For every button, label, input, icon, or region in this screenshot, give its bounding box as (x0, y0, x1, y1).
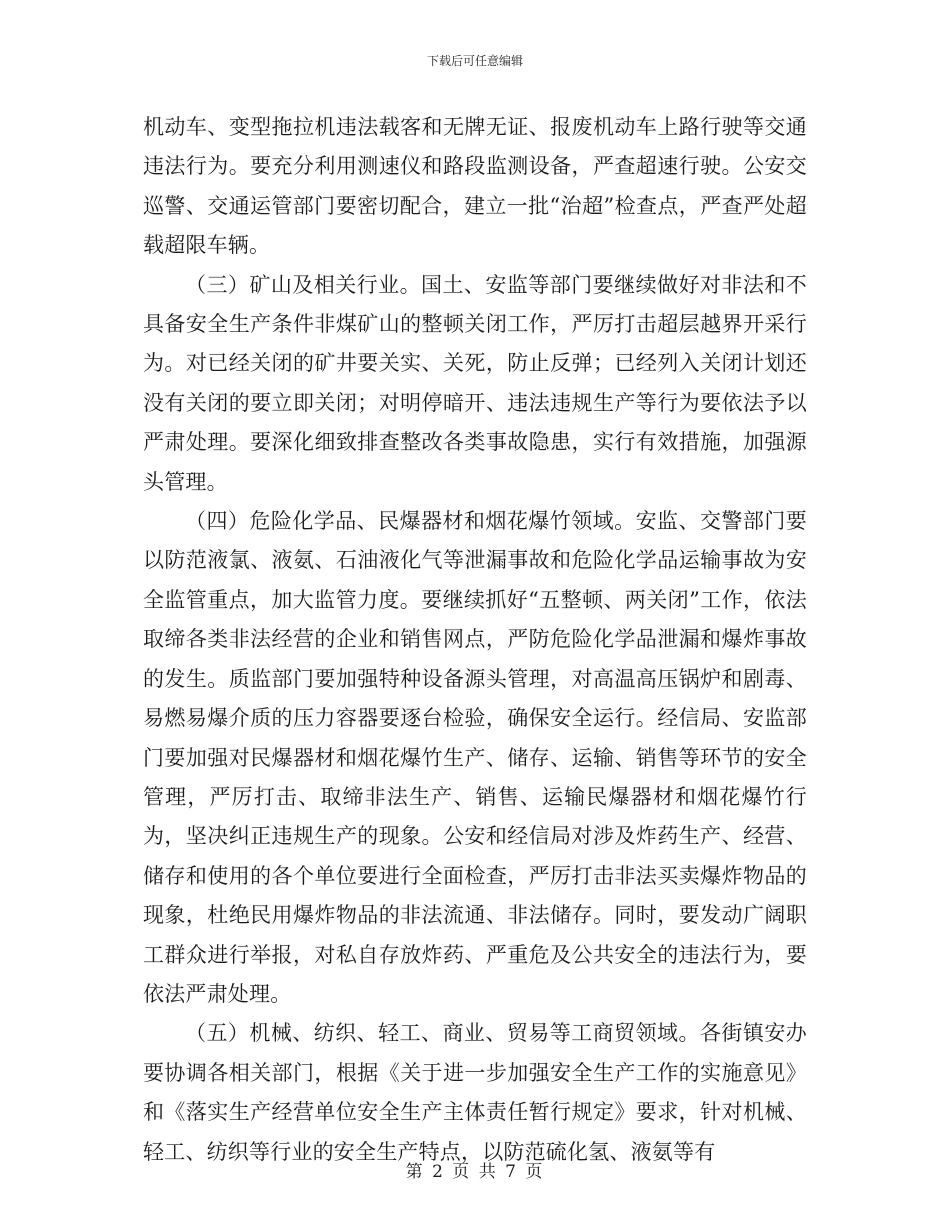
paragraph-mining: （三）矿山及相关行业。国土、安监等部门要继续做好对非法和不具备安全生产条件非煤矿山的整顿关闭工作，严厉打击超层越界开采行为。对已经关闭的矿井要关实、关死，防止反弹；已经列入关闭计划还没有关闭的要立即关闭；对明停暗开、违法违规生产等行为要依法予以严肃处理。要深化细致排查整改各类事故隐患，实行有效措施，加强源头管理。 (143, 272, 807, 494)
paragraph-1: 机动车、变型拖拉机违法载客和无牌无证、报废机动车上路行驶等交通违法行为。要充分利用测速仪和路段监测设备，严查超速行驶。公安交巡警、交通运管部门要密切配合，建立一批“治超”检查点，严查严处超载超限车辆。 (143, 115, 807, 258)
paragraph-industry-trade: （五）机械、纺织、轻工、商业、贸易等工商贸领域。各街镇安办要协调各相关部门，根据《关于进一步加强安全生产工作的实施意见》和《落实生产经营单位安全生产主体责任暂行规定》要求，针对机械、轻工、纺织等行业的安全生产特点，以防范硫化氢、液氨等有 (143, 1021, 807, 1164)
paragraph-hazardous-chemicals: （四）危险化学品、民爆器材和烟花爆竹领域。安监、交警部门要以防范液氯、液氨、石油液化气等泄漏事故和危险化学品运输事故为安全监管重点，加大监管力度。要继续抓好“五整顿、两关闭”工作，依法取缔各类非法经营的企业和销售网点，严防危险化学品泄漏和爆炸事故的发生。质监部门要加强特种设备源头管理，对高温高压锅炉和剧毒、易燃易爆介质的压力容器要逐台检验，确保安全运行。经信局、安监部门要加强对民爆器材和烟花爆竹生产、储存、运输、销售等环节的安全管理，严厉打击、取缔非法生产、销售、运输民爆器材和烟花爆竹行为，坚决纠正违规生产的现象。公安和经信局对涉及炸药生产、经营、储存和使用的各个单位要进行全面检查，严厉打击非法买卖爆炸物品的现象，杜绝民用爆炸物品的非法流通、非法储存。同时，要发动广阔职工群众进行举报，对私自存放炸药、严重危及公共安全的违法行为，要依法严肃处理。 (143, 509, 807, 1006)
page-number: 第 2 页 共 7 页 (405, 1162, 545, 1182)
document-body (143, 108, 807, 1172)
page-header: 下载后可任意编辑 (426, 54, 523, 68)
